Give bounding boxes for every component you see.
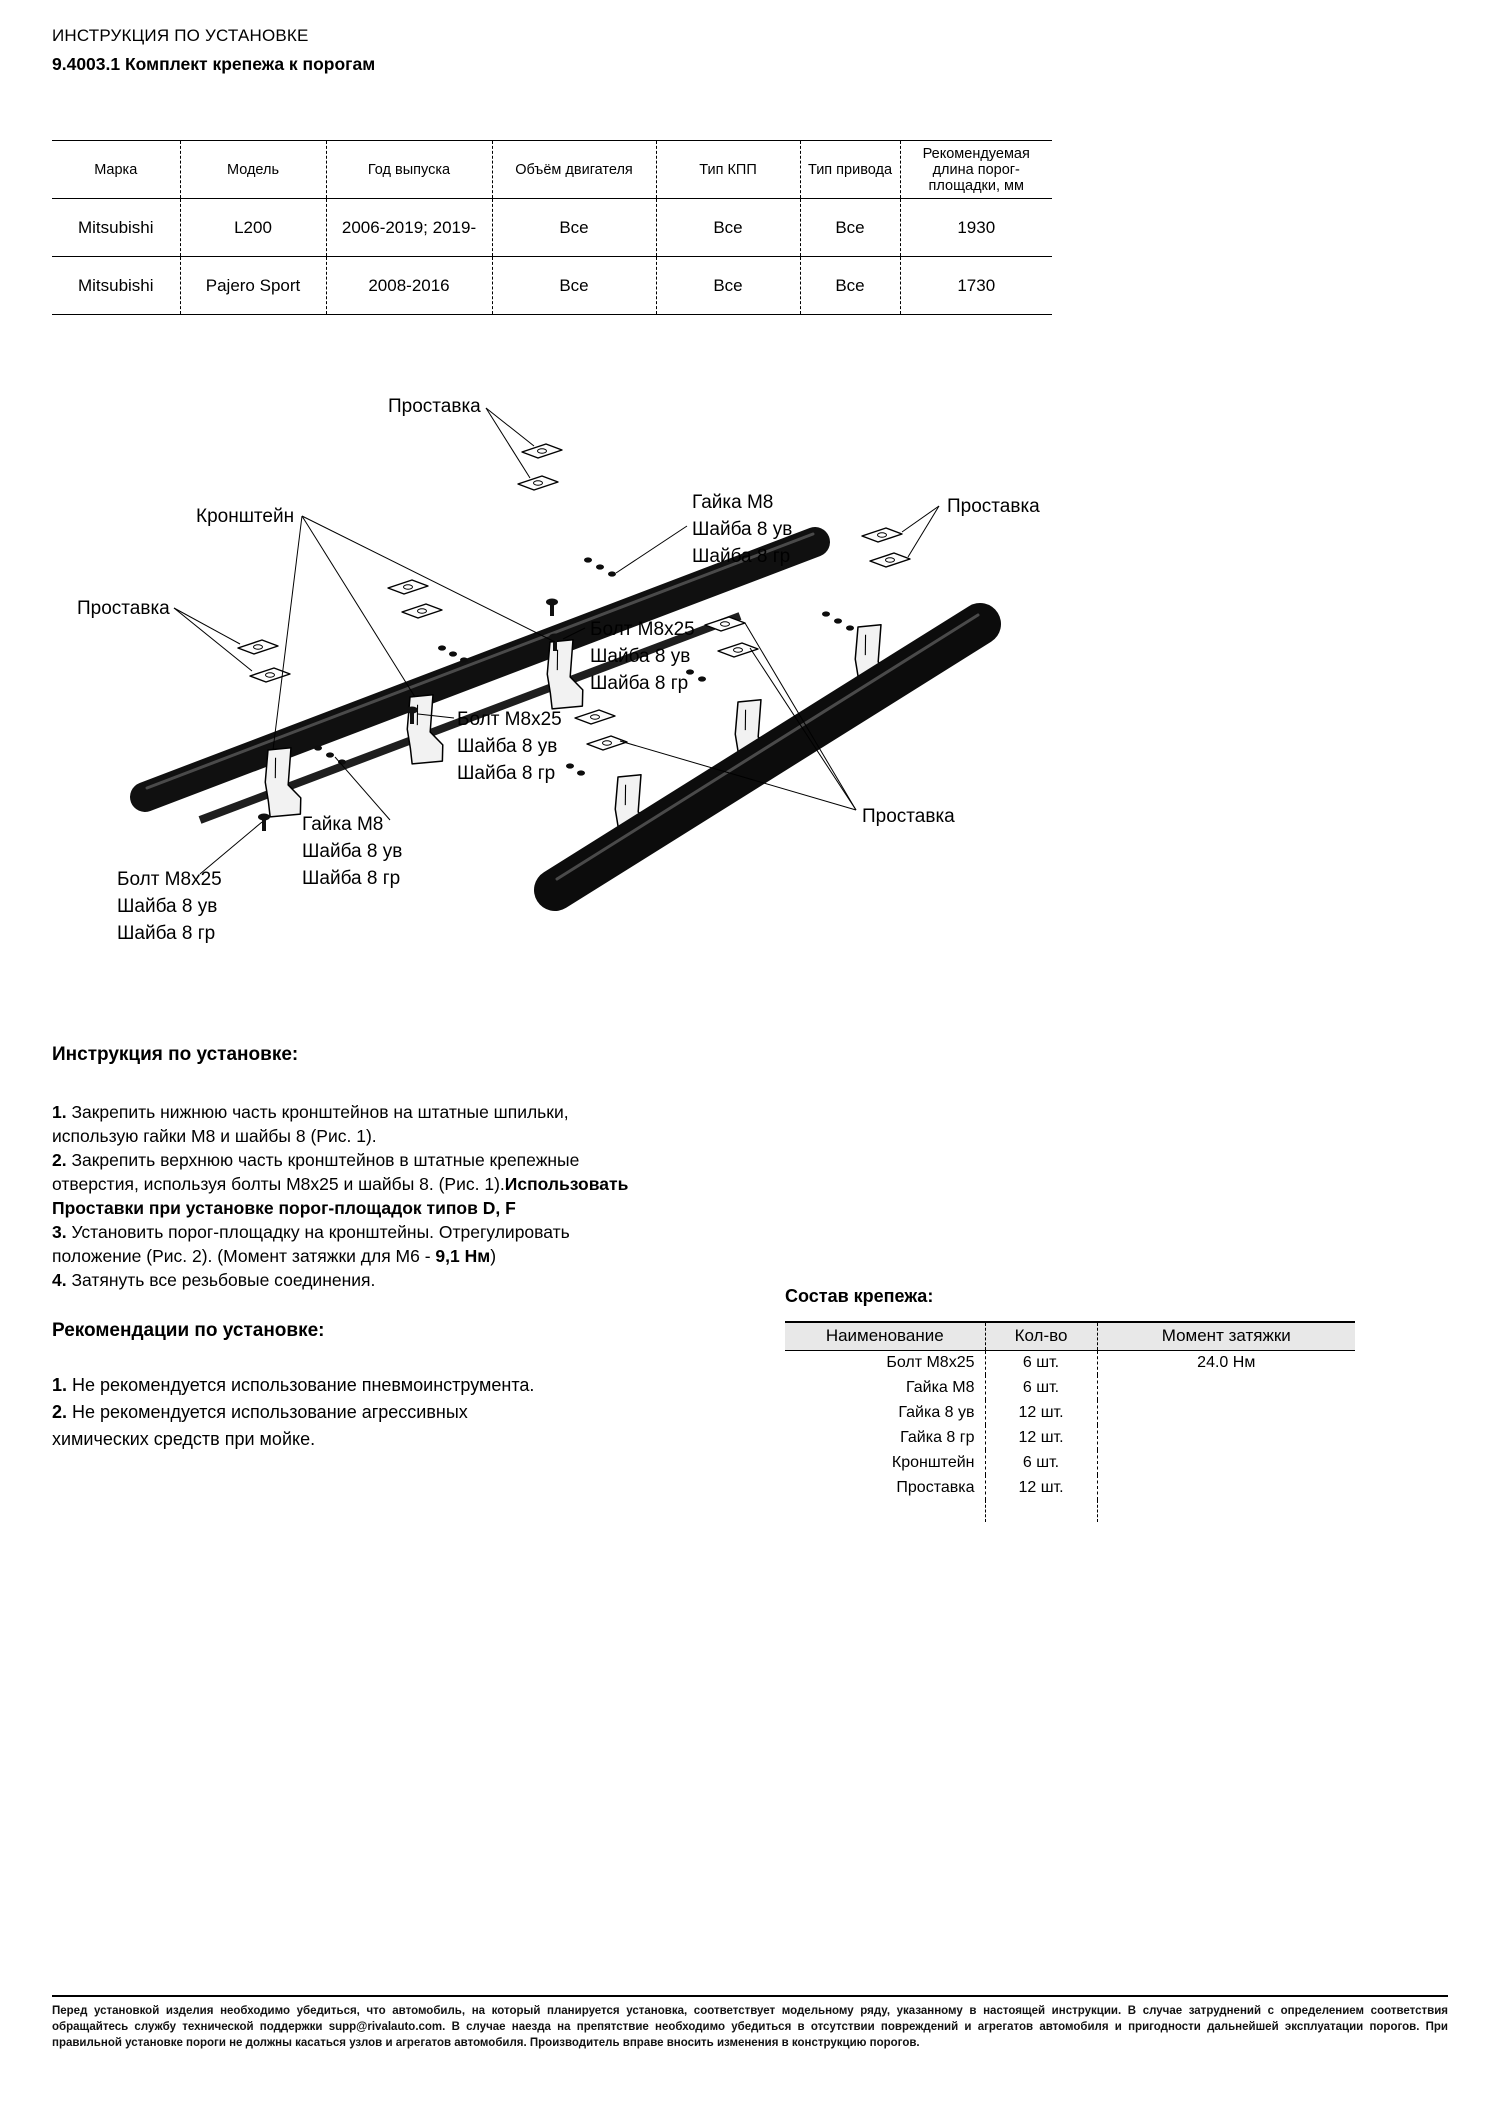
bolt-shape	[258, 814, 270, 832]
callout-nut-label: Гайка М8	[302, 814, 384, 835]
cell-gearbox: Все	[656, 199, 800, 257]
step-text-bold: Использовать Проставки при установке порог-площадок типов D, F	[52, 1174, 629, 1218]
cell-torque	[1097, 1475, 1355, 1500]
header-torque: Момент затяжки	[1097, 1322, 1355, 1350]
callout-washer-gr-label: Шайба 8 гр	[457, 763, 556, 784]
cell-part-name: Проставка	[896, 1478, 975, 1496]
cell-quantity: 6 шт.	[985, 1350, 1097, 1375]
cell-length: 1730	[900, 257, 1052, 315]
header-engine: Объём двигателя	[492, 141, 656, 199]
recommendations-heading: Рекомендации по установке:	[52, 1320, 325, 1341]
callout-washer-uv-label: Шайба 8 ув	[692, 519, 793, 540]
cell-torque	[1097, 1375, 1355, 1400]
spacer-plate	[250, 668, 290, 682]
recommendation-items	[52, 1372, 552, 1453]
step-text-tail: )	[490, 1246, 497, 1266]
spacer-plate	[388, 580, 428, 594]
callout-washer-gr-label: Шайба 8 гр	[117, 923, 216, 944]
footer-disclaimer	[52, 1995, 1448, 2051]
recommendation-item	[52, 1372, 552, 1399]
recommendation-item	[52, 1399, 552, 1453]
install-step	[52, 1220, 644, 1268]
table-row	[52, 199, 1052, 257]
cell-year: 2006-2019; 2019-	[326, 199, 492, 257]
table-row	[785, 1475, 1355, 1500]
spacer-plate	[238, 640, 278, 654]
disclaimer-text: Перед установкой изделия необходимо убедиться, что автомобиль, на который планируется установка, соответствует модельному ряду, указанному в настоящей инструкции. В случае затруднений с определением соответствия обращайтесь службу технической поддержки supp@rivalauto.com. В случае наезда на препятствие необходимо убедиться в отсутствии повреждений и агрегатов автомобиля и пригодности дальнейшей эксплуатации порогов. При правильной установке пороги не должны касаться узлов и агрегатов автомобиля. Производитель вправе вносить изменения в конструкцию порогов.	[52, 2005, 1448, 2050]
cell-part-name: Кронштейн	[891, 1453, 975, 1471]
header-quantity: Кол-во	[985, 1322, 1097, 1350]
callout-washer-gr-label: Шайба 8 гр	[590, 673, 689, 694]
callout-bolt-label: Болт М8х25	[117, 869, 222, 890]
cell-drive: Все	[800, 199, 900, 257]
table-row	[785, 1450, 1355, 1475]
parts-header-row	[785, 1322, 1355, 1350]
cell-year: 2008-2016	[326, 257, 492, 315]
title-block	[52, 26, 375, 75]
install-step	[52, 1100, 644, 1148]
install-section	[52, 1044, 644, 1453]
cell-quantity: 12 шт.	[985, 1400, 1097, 1425]
step-text: Закрепить нижнюю часть кронштейнов на штатные шпильки, использую гайки М8 и шайбы 8 (Рис. 1).	[52, 1102, 569, 1146]
step-number: 2.	[52, 1150, 67, 1170]
install-heading: Инструкция по установке:	[52, 1044, 299, 1065]
item-number: 1.	[52, 1375, 68, 1395]
callout-spacer-right-label: Проставка	[947, 496, 1040, 517]
table-row	[52, 257, 1052, 315]
spacer-plate	[587, 736, 627, 750]
parts-heading: Состав крепежа:	[785, 1286, 934, 1306]
callout-washer-gr-label: Шайба 8 гр	[692, 546, 791, 567]
callout-washer-uv-label: Шайба 8 ув	[302, 841, 403, 862]
parts-section	[785, 1286, 1357, 1522]
bolt-shape	[546, 599, 558, 617]
cell-gearbox: Все	[656, 257, 800, 315]
cell-part-name: Болт М8х25	[886, 1353, 975, 1371]
cell-part-name: Гайка М8	[905, 1378, 975, 1396]
item-text: Не рекомендуется использование агрессивных химических средств при мойке.	[52, 1402, 468, 1449]
cell-model: L200	[180, 199, 326, 257]
callout-washer-uv-label: Шайба 8 ув	[117, 896, 218, 917]
callout-spacer-bottom-label: Проставка	[862, 806, 955, 827]
table-tail-row	[785, 1500, 1355, 1522]
callout-spacer-top-label: Проставка	[388, 396, 481, 417]
table-row	[785, 1350, 1355, 1375]
item-text: Не рекомендуется использование пневмоинструмента.	[67, 1375, 535, 1395]
callout-spacer-left-label: Проставка	[77, 598, 170, 619]
spacer-plate	[862, 528, 902, 542]
cell-engine: Все	[492, 199, 656, 257]
callout-washer-uv-label: Шайба 8 ув	[590, 646, 691, 667]
header-part-name: Наименование	[785, 1322, 985, 1350]
fitment-header-row	[52, 141, 1052, 199]
cell-brand: Mitsubishi	[52, 199, 180, 257]
item-number: 2.	[52, 1402, 68, 1422]
callout-bracket-label: Кронштейн	[196, 506, 295, 527]
header-brand: Марка	[52, 141, 180, 199]
install-step	[52, 1148, 644, 1220]
step-number: 3.	[52, 1222, 67, 1242]
install-step	[52, 1268, 644, 1292]
header-gearbox: Тип КПП	[656, 141, 800, 199]
step-text: Установить порог-площадку на кронштейны. Отрегулировать положение (Рис. 2). (Момент затяжки для М6 -	[52, 1222, 570, 1266]
spacer-plate	[718, 643, 758, 657]
cell-torque	[1097, 1450, 1355, 1475]
step-text: Затянуть все резьбовые соединения.	[66, 1270, 376, 1290]
table-row	[785, 1425, 1355, 1450]
cell-engine: Все	[492, 257, 656, 315]
header-length: Рекомендуемая длина порог-площадки, мм	[900, 141, 1052, 199]
cell-drive: Все	[800, 257, 900, 315]
step-number: 1.	[52, 1102, 67, 1122]
exploded-view-diagram	[50, 392, 1450, 1022]
cell-quantity: 12 шт.	[985, 1475, 1097, 1500]
step-text: Закрепить верхнюю часть кронштейнов в штатные крепежные отверстия, используя болты М8х25 и шайбы 8. (Рис. 1).	[52, 1150, 580, 1194]
cell-part-name: Гайка 8 ув	[898, 1403, 975, 1421]
fitment-table	[52, 140, 1052, 315]
step-text-bold: 9,1 Нм	[435, 1246, 491, 1266]
parts-table	[785, 1321, 1355, 1522]
cell-part-name: Гайка 8 гр	[900, 1428, 975, 1446]
callout-washer-gr-label: Шайба 8 гр	[302, 868, 401, 889]
cell-brand: Mitsubishi	[52, 257, 180, 315]
page-title: ИНСТРУКЦИЯ ПО УСТАНОВКЕ	[52, 26, 309, 45]
spacer-plate	[402, 604, 442, 618]
install-steps	[52, 1100, 644, 1292]
table-row	[785, 1400, 1355, 1425]
cell-model: Pajero Sport	[180, 257, 326, 315]
cell-quantity: 12 шт.	[985, 1425, 1097, 1450]
callout-bolt-label: Болт М8х25	[457, 709, 562, 730]
spacer-plate	[518, 476, 558, 490]
callout-nut-label: Гайка М8	[692, 492, 774, 513]
header-drive: Тип привода	[800, 141, 900, 199]
cell-quantity: 6 шт.	[985, 1375, 1097, 1400]
spacer-plate	[522, 444, 562, 458]
spacer-plate	[575, 710, 615, 724]
cell-quantity: 6 шт.	[985, 1450, 1097, 1475]
cell-torque	[1097, 1400, 1355, 1425]
doc-number-subtitle: 9.4003.1 Комплект крепежа к порогам	[52, 54, 376, 74]
cell-torque	[1097, 1425, 1355, 1450]
cell-torque: 24.0 Нм	[1097, 1350, 1355, 1375]
header-model: Модель	[180, 141, 326, 199]
cell-length: 1930	[900, 199, 1052, 257]
header-year: Год выпуска	[326, 141, 492, 199]
callout-bolt-label: Болт М8х25	[590, 619, 695, 640]
step-number: 4.	[52, 1270, 67, 1290]
spacer-plate	[870, 553, 910, 567]
table-row	[785, 1375, 1355, 1400]
callout-washer-uv-label: Шайба 8 ув	[457, 736, 558, 757]
